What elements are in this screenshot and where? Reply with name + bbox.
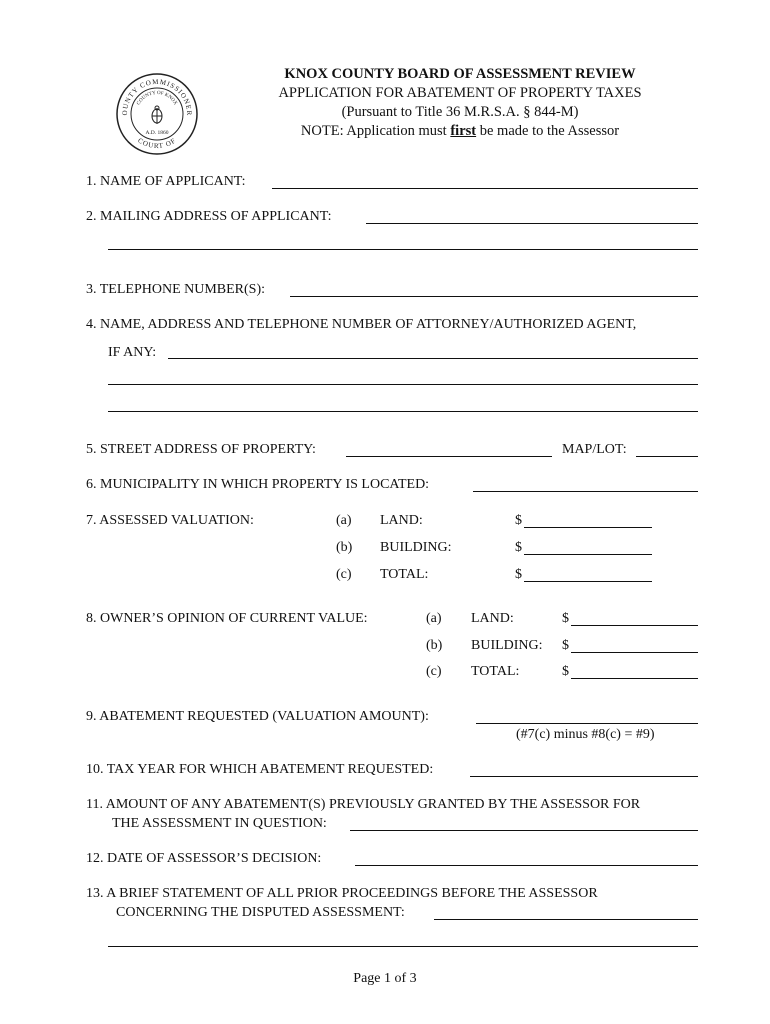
label-telephone: 3. TELEPHONE NUMBER(S): — [86, 282, 266, 297]
svg-text:COURT OF: COURT OF — [136, 136, 178, 151]
label-assessed-valuation: 7. ASSESSED VALUATION: — [86, 513, 254, 528]
municipality-field[interactable] — [473, 491, 698, 492]
opinion-total-dollar: $ — [562, 664, 569, 679]
opinion-total-label: TOTAL: — [471, 664, 520, 679]
label-prior-abatement: 11. AMOUNT OF ANY ABATEMENT(S) PREVIOUSLY GRANTED BY THE ASSESSOR FOR — [86, 797, 641, 812]
opinion-building-dollar: $ — [562, 638, 569, 653]
attorney-field-2[interactable] — [108, 384, 698, 385]
opinion-building-label: BUILDING: — [471, 638, 543, 653]
assessed-total-dollar: $ — [515, 567, 522, 582]
label-municipality: 6. MUNICIPALITY IN WHICH PROPERTY IS LOCATED: — [86, 477, 430, 492]
form-title: KNOX COUNTY BOARD OF ASSESSMENT REVIEW — [284, 66, 636, 82]
label-owner-opinion: 8. OWNER’S OPINION OF CURRENT VALUE: — [86, 611, 368, 626]
svg-text:COUNTY COMMISSIONERS: OUNTY COMMISSIONER — [120, 77, 194, 117]
assessed-building-dollar: $ — [515, 540, 522, 555]
prior-abatement-field[interactable] — [350, 830, 698, 831]
opinion-land-label: LAND: — [471, 611, 514, 626]
label-attorney-agent: 4. NAME, ADDRESS AND TELEPHONE NUMBER OF ATTORNEY/AUTHORIZED AGENT, — [86, 317, 637, 332]
form-subtitle: APPLICATION FOR ABATEMENT OF PROPERTY TAXES — [278, 85, 642, 101]
opinion-total-field[interactable] — [571, 678, 698, 679]
assessed-land-dollar: $ — [515, 513, 522, 528]
label-map-lot: MAP/LOT: — [562, 442, 627, 457]
assessed-total-field[interactable] — [524, 581, 652, 582]
label-assessor-decision-date: 12. DATE OF ASSESSOR’S DECISION: — [86, 851, 322, 866]
opinion-building-field[interactable] — [571, 652, 698, 653]
opinion-land-field[interactable] — [571, 625, 698, 626]
opinion-c-marker: (c) — [426, 664, 442, 679]
assessed-building-field[interactable] — [524, 554, 652, 555]
county-seal — [115, 72, 199, 156]
assessor-decision-date-field[interactable] — [355, 865, 698, 866]
assessed-building-label: BUILDING: — [380, 540, 452, 555]
label-if-any: IF ANY: — [108, 345, 157, 360]
abatement-requested-field[interactable] — [476, 723, 698, 724]
applicant-name-field[interactable] — [272, 188, 698, 189]
assessed-land-field[interactable] — [524, 527, 652, 528]
label-street-address: 5. STREET ADDRESS OF PROPERTY: — [86, 442, 316, 457]
assessed-b-marker: (b) — [336, 540, 353, 555]
assessed-total-label: TOTAL: — [380, 567, 429, 582]
street-address-field[interactable] — [346, 456, 552, 457]
opinion-land-dollar: $ — [562, 611, 569, 626]
prior-proceedings-field-1[interactable] — [434, 919, 698, 920]
statute-reference: (Pursuant to Title 36 M.R.S.A. § 844-M) — [341, 104, 579, 120]
label-disputed-assessment: CONCERNING THE DISPUTED ASSESSMENT: — [116, 905, 405, 920]
assessor-note: NOTE: Application must first be made to the Assessor — [300, 123, 620, 139]
label-assessment-in-question: THE ASSESSMENT IN QUESTION: — [112, 816, 327, 831]
abatement-formula-note: (#7(c) minus #8(c) = #9) — [516, 727, 655, 742]
tax-year-field[interactable] — [470, 776, 698, 777]
assessed-a-marker: (a) — [336, 513, 352, 528]
svg-text:A.D. 1860: A.D. 1860 — [145, 130, 169, 136]
svg-text:COUNTY OF KNOX: COUNTY OF KNOX — [136, 90, 178, 107]
page-number: Page 1 of 3 — [353, 971, 417, 986]
attorney-field-1[interactable] — [168, 358, 698, 359]
telephone-field[interactable] — [290, 296, 698, 297]
label-applicant-name: 1. NAME OF APPLICANT: — [86, 174, 246, 189]
opinion-a-marker: (a) — [426, 611, 442, 626]
opinion-b-marker: (b) — [426, 638, 443, 653]
attorney-field-3[interactable] — [108, 411, 698, 412]
map-lot-field[interactable] — [636, 456, 698, 457]
prior-proceedings-field-2[interactable] — [108, 946, 698, 947]
label-mailing-address: 2. MAILING ADDRESS OF APPLICANT: — [86, 209, 332, 224]
assessed-land-label: LAND: — [380, 513, 423, 528]
assessed-c-marker: (c) — [336, 567, 352, 582]
mailing-address-field[interactable] — [366, 223, 698, 224]
mailing-address-field-2[interactable] — [108, 249, 698, 250]
note-emphasis: first — [450, 123, 477, 139]
label-tax-year: 10. TAX YEAR FOR WHICH ABATEMENT REQUESTED: — [86, 762, 434, 777]
label-abatement-requested: 9. ABATEMENT REQUESTED (VALUATION AMOUNT): — [86, 709, 429, 724]
label-prior-proceedings: 13. A BRIEF STATEMENT OF ALL PRIOR PROCEEDINGS BEFORE THE ASSESSOR — [86, 886, 598, 901]
